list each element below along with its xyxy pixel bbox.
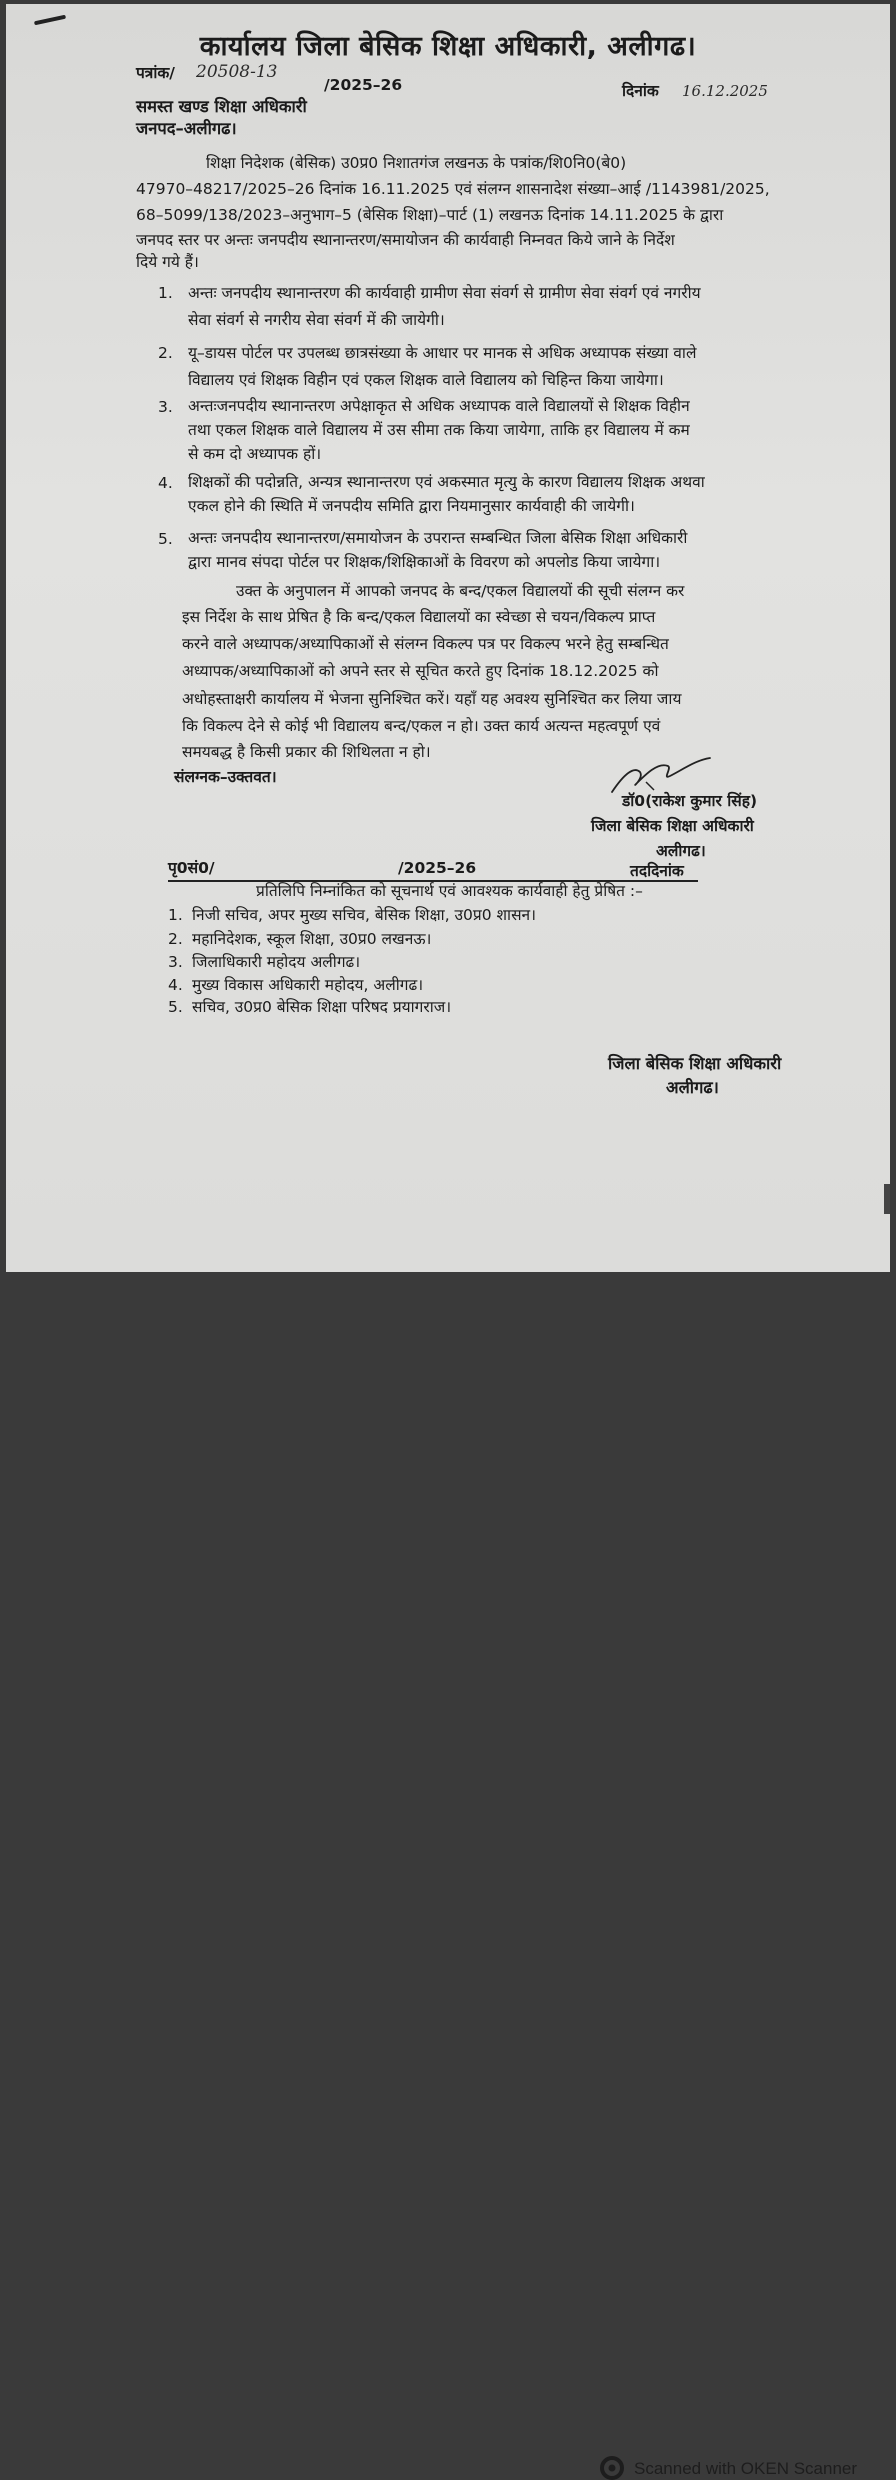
ref-number-handwritten: 20508-13: [196, 62, 278, 82]
ref-prefix: पत्रांक/: [136, 64, 175, 82]
point-number: 1.: [158, 284, 173, 302]
copy-intro: प्रतिलिपि निम्नांकित को सूचनार्थ एवं आवश्यक कार्यवाही हेतु प्रेषित :–: [256, 882, 643, 900]
point-line: यू–डायस पोर्टल पर उपलब्ध छात्रसंख्या के आधार पर मानक से अधिक अध्यापक संख्या वाले: [188, 344, 697, 362]
compliance-line-2: इस निर्देश के साथ प्रेषित है कि बन्द/एकल विद्यालयों का स्वेच्छा से चयन/विकल्प प्राप्त: [182, 608, 656, 626]
point-line: अन्तः जनपदीय स्थानान्तरण/समायोजन के उपरान्त सम्बन्धित जिला बेसिक शिक्षा अधिकारी: [188, 529, 688, 547]
scanner-footer: [6, 1226, 890, 2478]
scanner-watermark-text: Scanned with OKEN Scanner: [634, 2459, 858, 2478]
copy-item-number: 1.: [168, 906, 183, 924]
copy-item-text: निजी सचिव, अपर मुख्य सचिव, बेसिक शिक्षा, उ0प्र0 शासन।: [192, 906, 537, 924]
copy-item-text: महानिदेशक, स्कूल शिक्षा, उ0प्र0 लखनऊ।: [192, 930, 432, 948]
date-label: दिनांक: [622, 82, 659, 100]
copy-item-number: 4.: [168, 976, 183, 994]
ref-year: /2025–26: [324, 76, 403, 94]
page-edge-shadow: [884, 1184, 890, 1214]
point-number: 5.: [158, 530, 173, 548]
intro-line-2: 47970–48217/2025–26 दिनांक 16.11.2025 एवं संलग्न शासनादेश संख्या–आई /1143981/2025,: [136, 180, 770, 198]
point-line: विद्यालय एवं शिक्षक विहीन एवं एकल शिक्षक वाले विद्यालय को चिहिन्त किया जायेगा।: [188, 371, 664, 389]
copy-ref-year: /2025–26: [398, 859, 477, 877]
addressee-line-1: समस्त खण्ड शिक्षा अधिकारी: [136, 97, 307, 116]
document-page: [6, 4, 890, 2478]
point-line: शिक्षकों की पदोन्नति, अन्यत्र स्थानान्तरण एवं अकस्मात मृत्यु के कारण विद्यालय शिक्षक अथवा: [188, 473, 705, 491]
signatory-designation: जिला बेसिक शिक्षा अधिकारी: [591, 817, 754, 835]
intro-line-5: दिये गये हैं।: [136, 253, 199, 271]
copy-item-number: 5.: [168, 998, 183, 1016]
compliance-line-4: अध्यापक/अध्यापिकाओं को अपने स्तर से सूचित करते हुए दिनांक 18.12.2025 को: [182, 662, 659, 680]
point-number: 4.: [158, 474, 173, 492]
copy-ref-label: पृ0सं0/: [168, 859, 215, 877]
copy-item-number: 2.: [168, 930, 183, 948]
bottom-signatory-place: अलीगढ।: [666, 1078, 719, 1097]
point-number: 2.: [158, 344, 173, 362]
intro-line-3: 68–5099/138/2023–अनुभाग–5 (बेसिक शिक्षा)–पार्ट (1) लखनऊ दिनांक 14.11.2025 के द्वारा: [136, 206, 724, 224]
point-line: एकल होने की स्थिति में जनपदीय समिति द्वारा नियमानुसार कार्यवाही की जायेगी।: [188, 497, 635, 515]
point-line: सेवा संवर्ग से नगरीय सेवा संवर्ग में की जायेगी।: [188, 311, 445, 329]
copy-item-number: 3.: [168, 953, 183, 971]
intro-line-1: शिक्षा निदेशक (बेसिक) उ0प्र0 निशातगंज लखनऊ के पत्रांक/शि0नि0(बे0): [206, 154, 627, 172]
enclosure-note: संलग्नक–उक्तवत।: [174, 768, 277, 786]
pen-mark: [34, 15, 66, 26]
point-number: 3.: [158, 398, 173, 416]
addressee-line-2: जनपद–अलीगढ।: [136, 119, 237, 138]
compliance-line-5: अधोहस्ताक्षरी कार्यालय में भेजना सुनिश्चित करें। यहाँ यह अवश्य सुनिश्चित कर लिया जाय: [182, 690, 682, 708]
copy-same-date: तददिनांक: [630, 862, 684, 880]
point-line: से कम दो अध्यापक हों।: [188, 445, 322, 463]
date-handwritten: 16.12.2025: [682, 82, 768, 100]
intro-line-4: जनपद स्तर पर अन्तः जनपदीय स्थानान्तरण/समायोजन की कार्यवाही निम्नवत किये जाने के निर्देश: [136, 231, 675, 249]
signatory-name: डॉ0(राकेश कुमार सिंह): [622, 792, 758, 810]
copy-item-text: मुख्य विकास अधिकारी महोदय, अलीगढ।: [192, 976, 424, 994]
signatory-place: अलीगढ।: [656, 842, 706, 860]
compliance-line-6: कि विकल्प देने से कोई भी विद्यालय बन्द/एकल न हो। उक्त कार्य अत्यन्त महत्वपूर्ण एवं: [182, 717, 661, 735]
compliance-line-7: समयबद्ध है किसी प्रकार की शिथिलता न हो।: [182, 743, 431, 761]
copy-item-text: सचिव, उ0प्र0 बेसिक शिक्षा परिषद प्रयागराज।: [192, 998, 452, 1016]
point-line: अन्तः जनपदीय स्थानान्तरण की कार्यवाही ग्रामीण सेवा संवर्ग से ग्रामीण सेवा संवर्ग एवं नगरीय: [188, 284, 701, 302]
oken-scanner-logo-icon: [600, 2456, 624, 2480]
office-title: कार्यालय जिला बेसिक शिक्षा अधिकारी, अलीगढ।: [199, 31, 697, 62]
point-line: तथा एकल शिक्षक वाले विद्यालय में उस सीमा तक किया जायेगा, ताकि हर विद्यालय में कम: [188, 421, 690, 439]
compliance-line-3: करने वाले अध्यापक/अध्यापिकाओं से संलग्न विकल्प पत्र पर विकल्प भरने हेतु सम्बन्धित: [182, 635, 669, 653]
point-line: अन्तःजनपदीय स्थानान्तरण अपेक्षाकृत से अधिक अध्यापक वाले विद्यालयों से शिक्षक विहीन: [188, 397, 690, 415]
copy-item-text: जिलाधिकारी महोदय अलीगढ।: [192, 953, 361, 971]
bottom-signatory-designation: जिला बेसिक शिक्षा अधिकारी: [608, 1054, 782, 1073]
point-line: द्वारा मानव संपदा पोर्टल पर शिक्षक/शिक्षिकाओं के विवरण को अपलोड किया जायेगा।: [188, 553, 661, 571]
compliance-line-1: उक्त के अनुपालन में आपको जनपद के बन्द/एकल विद्यालयों की सूची संलग्न कर: [236, 582, 685, 600]
